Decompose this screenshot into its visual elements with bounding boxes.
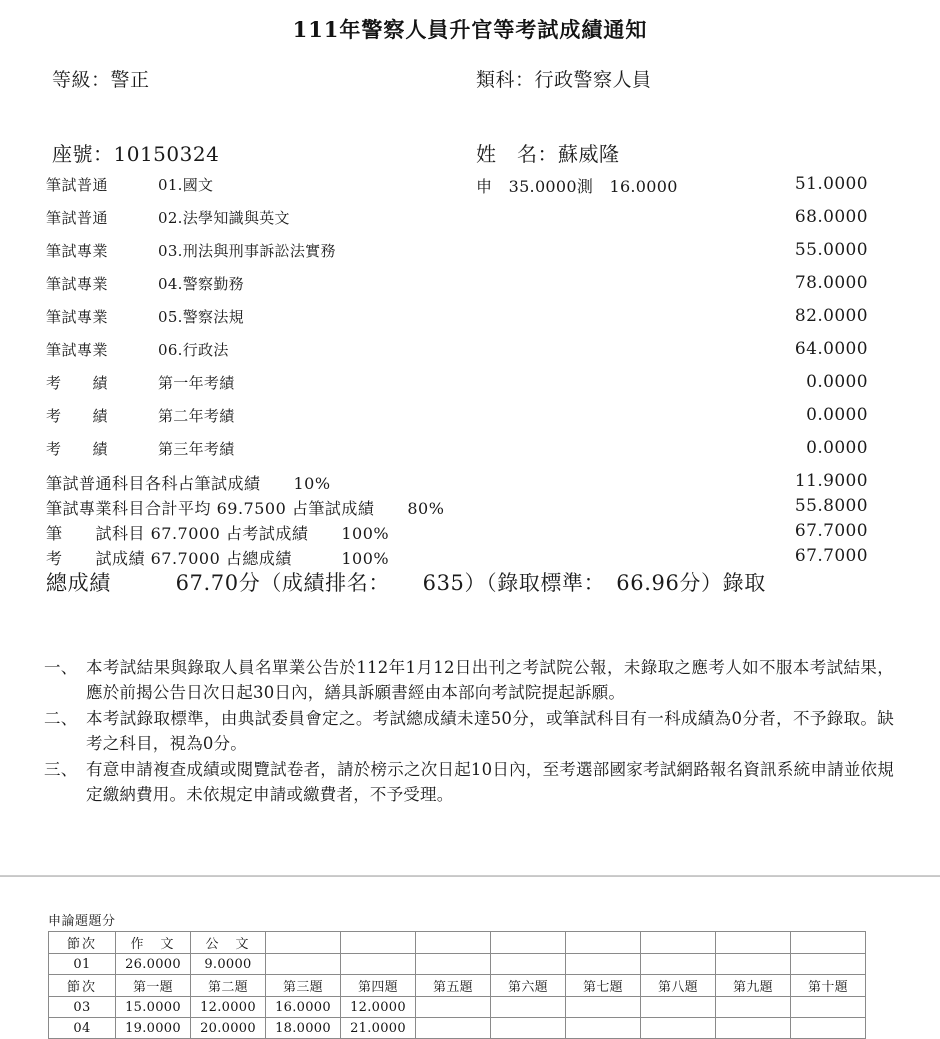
score-row-category: 筆試普通 <box>46 209 109 227</box>
section-divider <box>0 875 940 877</box>
seat-number-label: 座號：10150324 <box>52 142 220 166</box>
table-row <box>49 954 866 975</box>
essay-table-caption: 申論題題分 <box>48 914 116 929</box>
summary-row-label: 筆試專業科目合計平均 69.7500 占筆試成績 80% <box>46 499 445 518</box>
score-row-list <box>0 174 940 571</box>
table-cell: 15.0000 <box>116 997 191 1018</box>
table-cell: 作 文 <box>116 932 191 954</box>
note-text: 本考試結果與錄取人員名單業公告於112年1月12日出刊之考試院公報，未錄取之應考人如不服本考試結果，應於前揭公告日次日起30日內，繕具訴願書經由本部向考試院提起訴願。 <box>86 658 894 702</box>
note-marker: 二、 <box>44 709 78 728</box>
summary-row <box>0 496 940 521</box>
score-row-category: 筆試專業 <box>46 341 109 359</box>
table-cell <box>266 954 341 975</box>
summary-row-value: 11.9000 <box>794 471 868 491</box>
score-row-value: 64.0000 <box>794 339 868 359</box>
table-cell: 9.0000 <box>191 954 266 975</box>
table-cell <box>416 1018 491 1039</box>
note-marker: 三、 <box>44 760 78 779</box>
score-row-value: 0.0000 <box>806 405 868 425</box>
score-row-value: 51.0000 <box>794 174 868 194</box>
score-row-subject: 01.國文 <box>158 176 214 194</box>
score-row-category: 考 績 <box>46 374 109 392</box>
table-cell: 節次 <box>49 975 116 997</box>
essay-score-table-section <box>48 910 866 1039</box>
table-cell <box>641 954 716 975</box>
table-cell: 第五題 <box>416 975 491 997</box>
table-cell: 16.0000 <box>266 997 341 1018</box>
score-row <box>0 273 940 306</box>
summary-row-label: 考 試成績 67.7000 占總成績 100% <box>46 549 390 568</box>
examinee-name-label: 姓 名：蘇威隆 <box>476 142 620 166</box>
score-row-detail: 申 35.0000測 16.0000 <box>476 177 678 196</box>
table-cell: 公 文 <box>191 932 266 954</box>
table-cell <box>341 932 416 954</box>
table-cell <box>716 997 791 1018</box>
table-cell <box>566 954 641 975</box>
table-cell: 04 <box>49 1018 116 1039</box>
table-cell <box>341 954 416 975</box>
score-row-category: 筆試專業 <box>46 242 109 260</box>
table-cell <box>566 1018 641 1039</box>
score-row-category: 筆試專業 <box>46 308 109 326</box>
grade-label: 等級：警正 <box>52 69 150 91</box>
score-row <box>0 240 940 273</box>
score-row-subject: 02.法學知識與英文 <box>158 209 290 227</box>
table-cell: 第四題 <box>341 975 416 997</box>
meta-row-grade <box>0 65 940 93</box>
page-title: 111年警察人員升官等考試成績通知 <box>292 17 648 42</box>
table-cell <box>641 997 716 1018</box>
table-cell: 19.0000 <box>116 1018 191 1039</box>
table-cell: 第三題 <box>266 975 341 997</box>
meta-row-seat <box>0 138 940 166</box>
table-cell <box>491 954 566 975</box>
table-cell: 第六題 <box>491 975 566 997</box>
note-text: 有意申請複查成績或閱覽試卷者，請於榜示之次日起10日內，至考選部國家考試網路報名資訊系統申請並依規定繳納費用。未依規定申請或繳費者，不予受理。 <box>86 760 894 804</box>
table-cell: 第二題 <box>191 975 266 997</box>
note-text: 本考試錄取標準，由典試委員會定之。考試總成績未達50分，或筆試科目有一科成績為0分者，不予錄取。缺考之科目，視為0分。 <box>86 709 894 753</box>
score-row-value: 55.0000 <box>794 240 868 260</box>
table-cell: 第一題 <box>116 975 191 997</box>
table-cell: 12.0000 <box>191 997 266 1018</box>
summary-row-label: 筆試普通科目各科占筆試成績 10% <box>46 474 331 493</box>
note-item <box>44 706 894 756</box>
total-score-line: 總成績 67.70分（成績排名： 635）（錄取標準： 66.96分）錄取 <box>46 571 766 595</box>
score-row-subject: 04.警察勤務 <box>158 275 244 293</box>
table-cell: 26.0000 <box>116 954 191 975</box>
table-cell <box>716 932 791 954</box>
score-row-category: 筆試普通 <box>46 176 109 194</box>
table-cell <box>716 954 791 975</box>
table-cell <box>491 1018 566 1039</box>
table-cell: 21.0000 <box>341 1018 416 1039</box>
table-cell <box>716 1018 791 1039</box>
table-row <box>49 932 866 954</box>
table-row <box>49 975 866 997</box>
score-row <box>0 372 940 405</box>
table-cell <box>791 1018 866 1039</box>
note-marker: 一、 <box>44 658 78 677</box>
table-cell <box>791 932 866 954</box>
score-row-value: 68.0000 <box>794 207 868 227</box>
summary-row-label: 筆 試科目 67.7000 占考試成績 100% <box>46 524 390 543</box>
table-cell: 第八題 <box>641 975 716 997</box>
table-cell <box>791 997 866 1018</box>
table-cell: 第七題 <box>566 975 641 997</box>
table-cell <box>416 954 491 975</box>
score-row-value: 78.0000 <box>794 273 868 293</box>
table-cell: 20.0000 <box>191 1018 266 1039</box>
score-row <box>0 207 940 240</box>
summary-row-value: 55.8000 <box>794 496 868 516</box>
score-row-category: 考 績 <box>46 440 109 458</box>
table-cell: 第十題 <box>791 975 866 997</box>
table-cell <box>641 1018 716 1039</box>
score-row-value: 82.0000 <box>794 306 868 326</box>
score-row-value: 0.0000 <box>806 438 868 458</box>
score-row-subject: 第二年考績 <box>158 407 235 425</box>
table-cell <box>266 932 341 954</box>
note-item <box>44 655 894 705</box>
table-cell: 第九題 <box>716 975 791 997</box>
summary-row-value: 67.7000 <box>794 521 868 541</box>
note-item <box>44 757 894 807</box>
score-row <box>0 438 940 471</box>
score-row <box>0 306 940 339</box>
score-row-subject: 06.行政法 <box>158 341 229 359</box>
summary-row <box>0 521 940 546</box>
table-cell: 節次 <box>49 932 116 954</box>
table-row <box>49 997 866 1018</box>
score-row <box>0 339 940 372</box>
score-row-subject: 03.刑法與刑事訴訟法實務 <box>158 242 336 260</box>
category-label: 類科：行政警察人員 <box>476 69 652 91</box>
table-cell <box>491 932 566 954</box>
table-row <box>49 1018 866 1039</box>
table-cell <box>566 932 641 954</box>
table-cell <box>791 954 866 975</box>
score-row-value: 0.0000 <box>806 372 868 392</box>
table-cell <box>416 932 491 954</box>
score-row-category: 考 績 <box>46 407 109 425</box>
summary-row <box>0 471 940 496</box>
score-row-subject: 第一年考績 <box>158 374 235 392</box>
table-cell <box>566 997 641 1018</box>
score-row-category: 筆試專業 <box>46 275 109 293</box>
summary-row-value: 67.7000 <box>794 546 868 566</box>
table-cell: 12.0000 <box>341 997 416 1018</box>
table-cell <box>416 997 491 1018</box>
essay-score-table <box>48 931 866 1039</box>
score-row-subject: 第三年考績 <box>158 440 235 458</box>
table-cell: 01 <box>49 954 116 975</box>
table-cell: 03 <box>49 997 116 1018</box>
score-row <box>0 405 940 438</box>
table-cell <box>641 932 716 954</box>
score-row-subject: 05.警察法規 <box>158 308 244 326</box>
score-row <box>0 174 940 207</box>
notes-section <box>44 655 894 808</box>
table-cell <box>491 997 566 1018</box>
table-cell: 18.0000 <box>266 1018 341 1039</box>
